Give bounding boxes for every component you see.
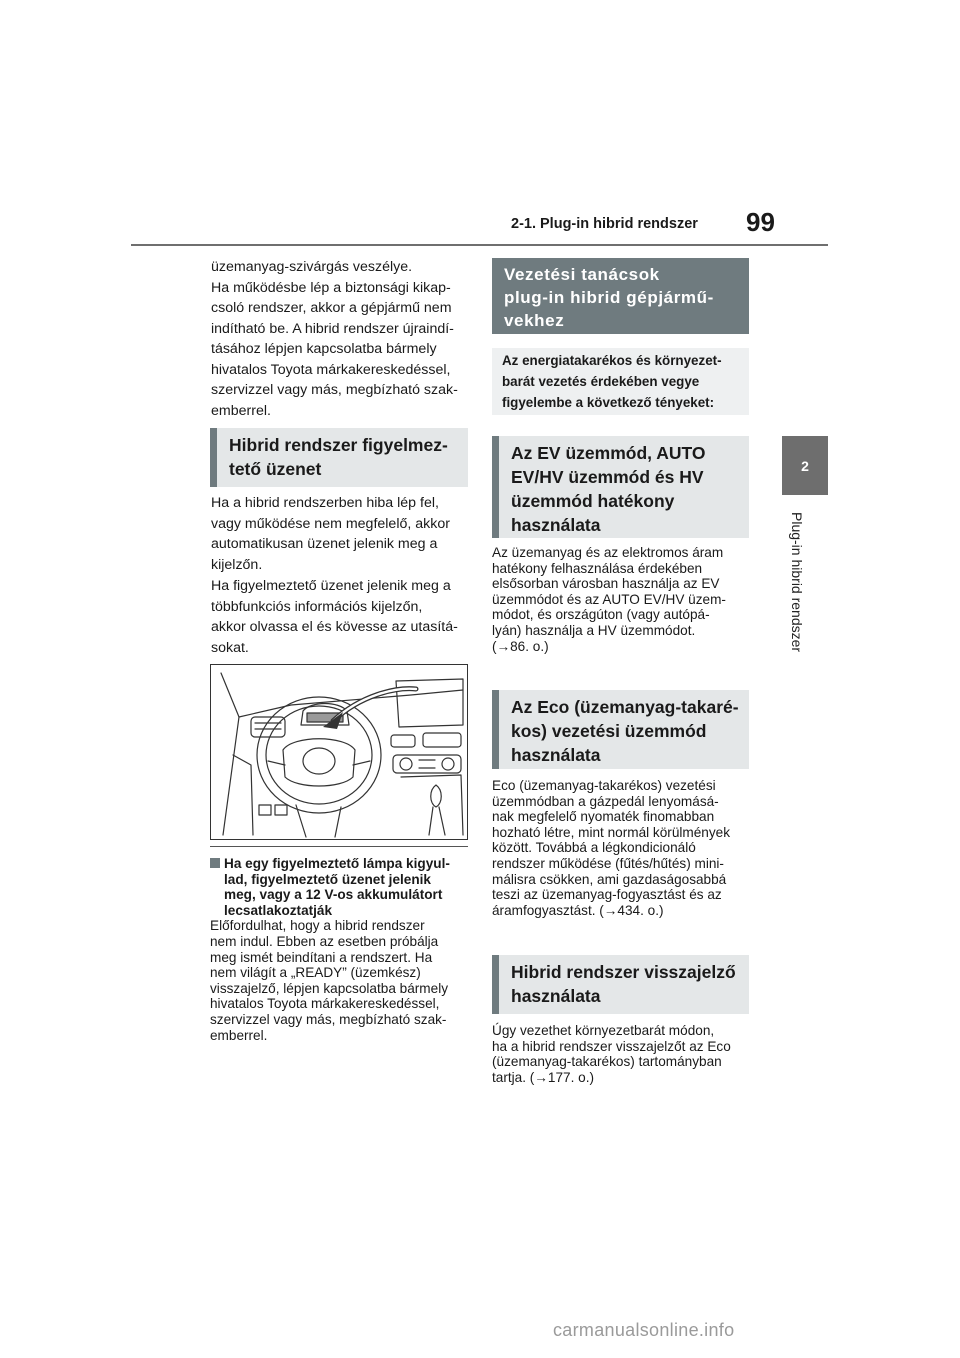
- heading-line: Ha egy figyelmeztető lámpa kigyul-: [224, 856, 450, 871]
- ev-mode-body: [492, 545, 754, 654]
- text-line: automatikusan üzenet jelenik meg a: [211, 536, 438, 552]
- heading-line: lad, figyelmeztető üzenet jelenik: [224, 871, 431, 887]
- text-line: Eco (üzemanyag-takarékos) vezetési: [492, 778, 716, 793]
- heading-line: tető üzenet: [229, 459, 322, 479]
- text-line: tásához lépjen kapcsolatba bármely: [211, 341, 437, 357]
- text-line: lyán) használja a HV üzemmódot.: [492, 622, 696, 638]
- steering-wheel-display-drawing: [211, 665, 466, 838]
- indicator-body: [492, 1023, 754, 1085]
- eco-mode-heading: [492, 690, 749, 769]
- text-line: kijelzőn.: [211, 556, 263, 573]
- text-line: nak megfelelő nyomaték finomabban: [492, 809, 715, 825]
- text-line: elsősorban városban használja az EV: [492, 576, 720, 592]
- heading-line: használata: [511, 515, 601, 535]
- lead-line: Az energiatakarékos és környezet-: [502, 353, 722, 368]
- text-line: akkor olvassa el és kövesse az utasítá-: [211, 619, 458, 635]
- page-reference[interactable]: (→86. o.): [492, 638, 549, 654]
- text-line: módot, és országúton (vagy autópá-: [492, 607, 710, 623]
- text-line: Ha figyelmeztető üzenet jelenik meg a: [211, 578, 451, 594]
- subsection-heading: [210, 856, 472, 918]
- driving-tips-heading: [492, 258, 749, 334]
- heading-line: használata: [511, 745, 601, 765]
- eco-mode-body: [492, 778, 754, 918]
- text-line: csoló rendszer, akkor a gépjármű nem: [211, 300, 452, 316]
- text-line: ha a hibrid rendszer visszajelzőt az Eco: [492, 1038, 731, 1054]
- text-line: Az üzemanyag és az elektromos áram: [492, 545, 724, 560]
- subsection-body: [210, 918, 472, 1043]
- text-line: visszajelző, lépjen kapcsolatba bármely: [210, 980, 449, 996]
- page-number: 99: [746, 207, 775, 237]
- text-line: Ha a hibrid rendszerben hiba lép fel,: [211, 495, 439, 511]
- text-line: hivatalos Toyota márkakereskedéssel,: [211, 361, 451, 378]
- bullet-square-icon: [210, 858, 220, 868]
- running-header-title: 2-1. Plug-in hibrid rendszer: [511, 216, 698, 232]
- heading-line: Hibrid rendszer figyelmez-: [229, 435, 448, 455]
- heading-line: plug-in hibrid gépjármű-: [504, 288, 714, 307]
- chapter-side-label: Plug-in hibrid rendszer: [789, 512, 805, 653]
- text-line: sokat.: [211, 639, 249, 656]
- heading-line: EV/HV üzemmód és HV: [511, 467, 704, 487]
- heading-line: Hibrid rendszer visszajelző: [511, 962, 736, 982]
- subsection-warning-light: [210, 856, 472, 1043]
- heading-line: meg, vagy a 12 V-os akkumulátort: [224, 887, 443, 903]
- text-line: hozható létre, mint normál körülmények: [492, 824, 730, 840]
- text-line: többfunkciós információs kijelzőn,: [211, 598, 423, 615]
- warning-paragraph-2: [211, 576, 473, 658]
- indicator-heading: [492, 955, 749, 1014]
- text-line: indítható be. A hibrid rendszer újraindí-: [211, 320, 454, 337]
- heading-line: Vezetési tanácsok: [504, 265, 660, 284]
- driving-tips-lead: [492, 348, 749, 415]
- page-reference[interactable]: tartja. (→177. o.): [492, 1069, 594, 1085]
- text-line: szervizzel vagy más, megbízható szak-: [211, 382, 458, 398]
- header-rule: [131, 244, 828, 246]
- text-line: Ha működésbe lép a biztonsági kikap-: [211, 279, 451, 296]
- heading-line: használata: [511, 986, 601, 1006]
- text-line: meg ismét beindítani a rendszert. Ha: [210, 949, 433, 965]
- warning-paragraph-1: [211, 493, 473, 575]
- chapter-tab: [782, 436, 828, 495]
- text-line: rendszer működése (fűtés/hűtés) mini-: [492, 855, 724, 871]
- text-line: (üzemanyag-takarékos) tartományban: [492, 1054, 722, 1070]
- text-line: emberrel.: [210, 1027, 268, 1043]
- text-line: nem világít a „READY” (üzemkész): [210, 965, 421, 981]
- page-reference[interactable]: áramfogyasztást. (→434. o.): [492, 902, 664, 918]
- text-line: emberrel.: [211, 402, 271, 419]
- chapter-number: 2: [801, 457, 809, 474]
- heading-line: Az Eco (üzemanyag-takaré-: [511, 697, 739, 717]
- text-line: üzemanyag-szivárgás veszélye.: [211, 259, 413, 275]
- text-line: Úgy vezethet környezetbarát módon,: [492, 1023, 715, 1038]
- heading-line: vekhez: [504, 311, 565, 330]
- dashboard-illustration: [210, 664, 468, 840]
- heading-line: lecsatlakoztatják: [224, 902, 333, 918]
- heading-line: Az EV üzemmód, AUTO: [511, 443, 706, 463]
- text-line: hivatalos Toyota márkakereskedéssel,: [210, 996, 440, 1012]
- text-line: málisra csökken, ami gazdaságosabbá: [492, 871, 727, 887]
- text-line: Előfordulhat, hogy a hibrid rendszer: [210, 918, 425, 934]
- text-line: üzemmódban a gázpedál lenyomásá-: [492, 793, 719, 809]
- text-line: nem indul. Ebben az esetben próbálja: [210, 933, 439, 949]
- text-line: üzemmódot és az AUTO EV/HV üzem-: [492, 591, 726, 607]
- illustration-separator: [210, 846, 468, 847]
- text-line: vagy működése nem megfelelő, akkor: [211, 515, 450, 532]
- text-line: hatékony felhasználása érdekében: [492, 560, 703, 576]
- text-line: teszi az üzemanyag-fogyasztást és az: [492, 887, 722, 903]
- warning-message-heading: [210, 428, 468, 487]
- heading-line: üzemmód hatékony: [511, 491, 675, 511]
- lead-line: figyelembe a következő tényeket:: [502, 395, 715, 410]
- text-line: között. Továbbá a légkondicionáló: [492, 840, 696, 856]
- heading-line: kos) vezetési üzemmód: [511, 721, 707, 741]
- intro-paragraph: [211, 257, 473, 421]
- lead-line: barát vezetés érdekében vegye: [502, 374, 700, 389]
- watermark-text: carmanualsonline.info: [553, 1320, 735, 1340]
- ev-mode-heading: [492, 436, 749, 538]
- text-line: szervizzel vagy más, megbízható szak-: [210, 1011, 447, 1027]
